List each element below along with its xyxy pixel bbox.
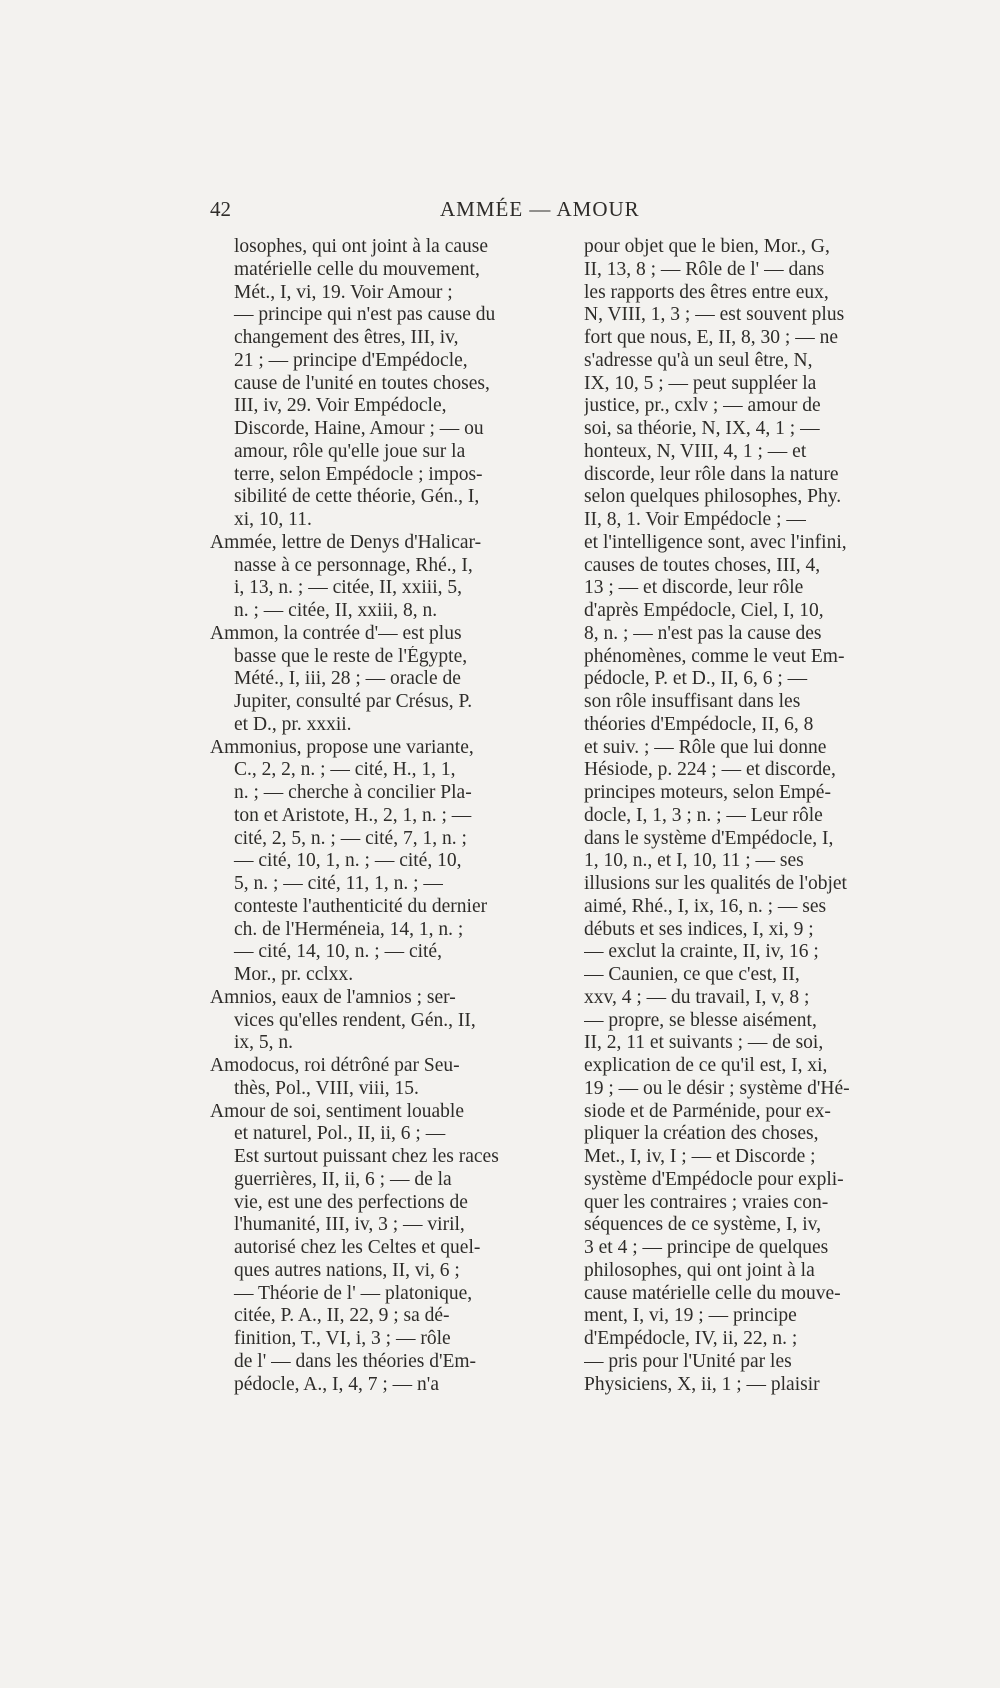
entry-line: C., 2, 2, n. ; — cité, H., 1, 1, xyxy=(234,759,456,781)
entry-line: vices qu'elles rendent, Gén., II, xyxy=(234,1009,476,1031)
entry-line: IX, 10, 5 ; — peut suppléer la xyxy=(584,372,817,394)
entry-line: guerrières, II, ii, 6 ; — de la xyxy=(234,1168,452,1190)
entry-headword-line: Ammonius, propose une variante, xyxy=(210,736,474,758)
entry-line: Met., I, iv, I ; — et Discorde ; xyxy=(584,1146,816,1167)
entry-line: d'après Empédocle, Ciel, I, 10, xyxy=(584,600,824,621)
right-column xyxy=(584,236,906,1396)
entry-line: amour, rôle qu'elle joue sur la xyxy=(234,440,466,462)
entry-line: 21 ; — principe d'Empédocle, xyxy=(234,349,468,371)
entry-headword-line: Amnios, eaux de l'amnios ; ser- xyxy=(210,986,456,1008)
entry-line: losophes, qui ont joint à la cause xyxy=(234,236,488,257)
entry-line: d'Empédocle, IV, ii, 22, n. ; xyxy=(584,1328,798,1349)
entry-line: son rôle insuffisant dans les xyxy=(584,691,801,712)
entry-line: 5, n. ; — cité, 11, 1, n. ; — xyxy=(234,873,443,894)
entry-line: théories d'Empédocle, II, 6, 8 xyxy=(584,713,814,735)
entry-line: Discorde, Haine, Amour ; — ou xyxy=(234,418,484,439)
entry-line: — Caunien, ce que c'est, II, xyxy=(584,964,800,985)
entry-line: xi, 10, 11. xyxy=(234,509,312,530)
entry-line: finition, T., VI, i, 3 ; — rôle xyxy=(234,1328,451,1349)
entry-line: principes moteurs, selon Empé- xyxy=(584,782,831,803)
entry-line: aimé, Rhé., I, ix, 16, n. ; — ses xyxy=(584,895,827,917)
entry-line: les rapports des êtres entre eux, xyxy=(584,281,829,303)
entry-line: Jupiter, consulté par Crésus, P. xyxy=(234,691,473,712)
entry-line: débuts et ses indices, I, xi, 9 ; xyxy=(584,918,814,940)
entry-line: III, iv, 29. Voir Empédocle, xyxy=(234,395,447,417)
entry-line: changement des êtres, III, iv, xyxy=(234,327,459,348)
entry-line: ix, 5, n. xyxy=(234,1032,294,1054)
entry-line: quer les contraires ; vraies con- xyxy=(584,1191,829,1213)
entry-line: matérielle celle du mouvement, xyxy=(234,258,480,280)
entry-line: II, 8, 1. Voir Empédocle ; — xyxy=(584,509,806,530)
entry-line: séquences de ce système, I, iv, xyxy=(584,1214,821,1236)
entry-line: selon quelques philosophes, Phy. xyxy=(584,486,842,508)
entry-line: Hésiode, p. 224 ; — et discorde, xyxy=(584,759,836,781)
entry-line: discorde, leur rôle dans la nature xyxy=(584,463,839,485)
entry-line: conteste l'authenticité du dernier xyxy=(234,895,488,917)
entry-line: cause de l'unité en toutes choses, xyxy=(234,372,490,394)
entry-line: — Théorie de l' — platonique, xyxy=(234,1282,473,1304)
entry-line: causes de toutes choses, III, 4, xyxy=(584,554,821,576)
entry-line: thès, Pol., VIII, viii, 15. xyxy=(234,1077,419,1099)
entry-line: — principe qui n'est pas cause du xyxy=(234,304,496,326)
entry-line: Mété., I, iii, 28 ; — oracle de xyxy=(234,668,461,690)
entry-line: 13 ; — et discorde, leur rôle xyxy=(584,577,804,599)
entry-line: illusions sur les qualités de l'objet xyxy=(584,873,847,894)
entry-line: — cité, 14, 10, n. ; — cité, xyxy=(234,941,442,963)
entry-line: ques autres nations, II, vi, 6 ; xyxy=(234,1259,460,1281)
entry-line: pédocle, P. et D., II, 6, 6 ; — xyxy=(584,668,808,690)
entry-line: et naturel, Pol., II, ii, 6 ; — xyxy=(234,1123,446,1145)
entry-line: II, 2, 11 et suivants ; — de soi, xyxy=(584,1032,824,1054)
entry-line: basse que le reste de l'Égypte, xyxy=(234,645,468,667)
entry-line: pour objet que le bien, Mor., G, xyxy=(584,236,830,257)
entry-line: i, 13, n. ; — citée, II, xxiii, 5, xyxy=(234,577,463,599)
entry-line: terre, selon Empédocle ; impos- xyxy=(234,463,483,485)
entry-line: s'adresse qu'à un seul être, N, xyxy=(584,349,813,371)
entry-headword-line: Ammée, lettre de Denys d'Halicar- xyxy=(210,531,482,553)
entry-line: citée, P. A., II, 22, 9 ; sa dé- xyxy=(234,1305,450,1327)
entry-line: — exclut la crainte, II, iv, 16 ; xyxy=(584,941,819,963)
entry-line: 19 ; — ou le désir ; système d'Hé- xyxy=(584,1077,850,1099)
running-head: AMMÉE — AMOUR xyxy=(440,197,640,221)
entry-line: n. ; — cherche à concilier Pla- xyxy=(234,782,472,803)
entry-line: système d'Empédocle pour expli- xyxy=(584,1168,844,1190)
entry-line: n. ; — citée, II, xxiii, 8, n. xyxy=(234,600,438,621)
entry-line: pédocle, A., I, 4, 7 ; — n'a xyxy=(234,1373,439,1395)
entry-line: philosophes, qui ont joint à la xyxy=(584,1259,815,1281)
entry-line: phénomènes, comme le veut Em- xyxy=(584,645,845,667)
entry-line: sibilité de cette théorie, Gén., I, xyxy=(234,486,480,508)
entry-line: cité, 2, 5, n. ; — cité, 7, 1, n. ; xyxy=(234,827,467,849)
entry-line: soi, sa théorie, N, IX, 4, 1 ; — xyxy=(584,418,820,439)
entry-line: Physiciens, X, ii, 1 ; — plaisir xyxy=(584,1373,820,1395)
entry-line: justice, pr., cxlv ; — amour de xyxy=(584,395,821,417)
left-column xyxy=(210,236,532,1396)
entry-line: Mét., I, vi, 19. Voir Amour ; xyxy=(234,281,453,303)
entry-line: N, VIII, 1, 3 ; — est souvent plus xyxy=(584,304,845,326)
entry-line: et l'intelligence sont, avec l'infini, xyxy=(584,531,847,553)
entry-line: Mor., pr. cclxx. xyxy=(234,964,354,985)
entry-line: Est surtout puissant chez les races xyxy=(234,1146,499,1167)
entry-line: cause matérielle celle du mouve- xyxy=(584,1282,841,1304)
entry-line: ch. de l'Herméneia, 14, 1, n. ; xyxy=(234,918,464,940)
entry-line: autorisé chez les Celtes et quel- xyxy=(234,1237,481,1258)
entry-line: — cité, 10, 1, n. ; — cité, 10, xyxy=(234,850,462,872)
entry-line: explication de ce qu'il est, I, xi, xyxy=(584,1055,828,1076)
entry-line: docle, I, 1, 3 ; n. ; — Leur rôle xyxy=(584,804,823,826)
entry-line: 3 et 4 ; — principe de quelques xyxy=(584,1237,829,1258)
entry-line: — propre, se blesse aisément, xyxy=(584,1009,817,1031)
entry-headword-line: Ammon, la contrée d'— est plus xyxy=(210,622,462,644)
entry-line: nasse à ce personnage, Rhé., I, xyxy=(234,554,473,576)
entry-line: ment, I, vi, 19 ; — principe xyxy=(584,1305,797,1327)
entry-line: pliquer la création des choses, xyxy=(584,1123,819,1145)
entry-line: de l' — dans les théories d'Em- xyxy=(234,1350,477,1372)
entry-line: 8, n. ; — n'est pas la cause des xyxy=(584,622,822,644)
entry-line: et suiv. ; — Rôle que lui donne xyxy=(584,736,827,758)
entry-headword-line: Amodocus, roi détrôné par Seu- xyxy=(210,1055,460,1076)
entry-line: siode et de Parménide, pour ex- xyxy=(584,1100,831,1122)
entry-line: et D., pr. xxxii. xyxy=(234,713,352,735)
entry-line: II, 13, 8 ; — Rôle de l' — dans xyxy=(584,258,825,280)
entry-headword-line: Amour de soi, sentiment louable xyxy=(210,1100,464,1122)
entry-line: fort que nous, E, II, 8, 30 ; — ne xyxy=(584,327,838,348)
entry-line: 1, 10, n., et I, 10, 11 ; — ses xyxy=(584,850,804,872)
entry-line: dans le système d'Empédocle, I, xyxy=(584,827,834,849)
entry-line: vie, est une des perfections de xyxy=(234,1191,468,1213)
entry-line: l'humanité, III, iv, 3 ; — viril, xyxy=(234,1214,465,1236)
page-number: 42 xyxy=(210,197,231,221)
entry-line: xxv, 4 ; — du travail, I, v, 8 ; xyxy=(584,986,810,1008)
entry-line: honteux, N, VIII, 4, 1 ; — et xyxy=(584,440,807,462)
entry-line: ton et Aristote, H., 2, 1, n. ; — xyxy=(234,804,472,826)
entry-line: — pris pour l'Unité par les xyxy=(584,1350,792,1372)
